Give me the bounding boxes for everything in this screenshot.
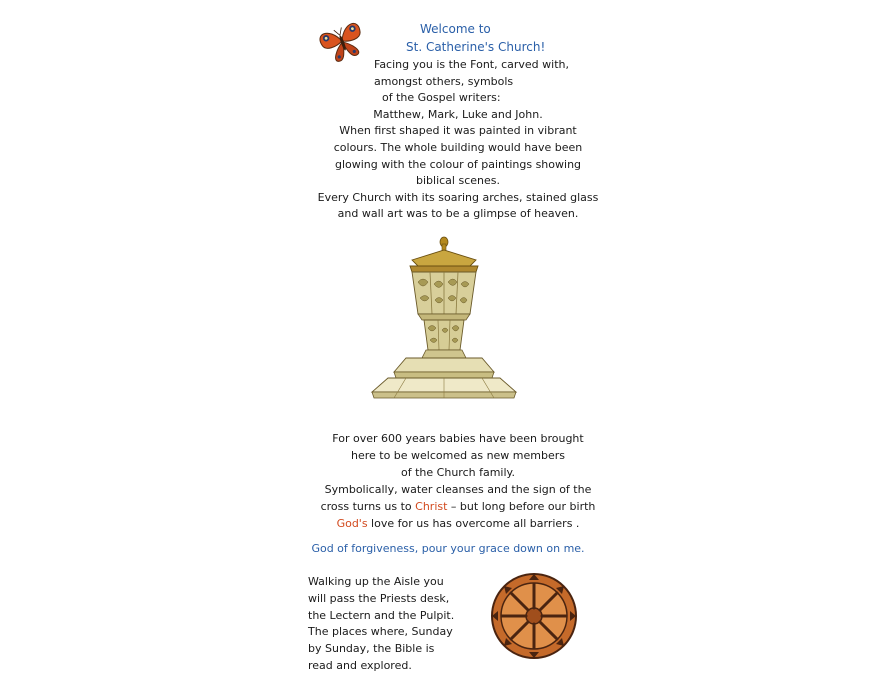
welcome-line-1: Welcome to xyxy=(420,22,491,36)
baptism-line xyxy=(298,515,618,532)
baptism-line xyxy=(298,498,618,515)
baptism-line: here to be welcomed as new members xyxy=(350,449,566,462)
aisle-line: by Sunday, the Bible is xyxy=(308,642,435,656)
baptism-line: of the Church family. xyxy=(401,466,515,479)
prayer-line: God of forgiveness, pour your grace down on me. xyxy=(311,542,585,555)
baptism-paragraph xyxy=(298,430,618,532)
baptism-line: Symbolically, water cleanses and the sign of the xyxy=(324,483,592,496)
aisle-paragraph xyxy=(308,574,478,675)
welcome-heading xyxy=(348,20,568,56)
baptism-text: – but long before our birth xyxy=(447,500,596,513)
aisle-line: Walking up the Aisle you xyxy=(308,575,444,588)
intro-line: of the Gospel writers: xyxy=(382,91,501,105)
baptism-text: love for us has overcome all barriers . xyxy=(367,517,580,530)
baptism-text: cross turns us to xyxy=(320,500,416,513)
aisle-line: read and explored. xyxy=(308,658,412,672)
aisle-line: will pass the Priests desk, xyxy=(308,591,450,605)
christ-highlight: Christ xyxy=(415,500,448,513)
butterfly-icon xyxy=(316,15,368,67)
aisle-line: The places where, Sunday xyxy=(308,625,453,639)
aisle-line: the Lectern and the Pulpit. xyxy=(308,608,455,622)
intro-line: When first shaped it was painted in vibrant xyxy=(339,124,577,138)
baptism-line: For over 600 years babies have been brought xyxy=(332,432,584,445)
intro-paragraph xyxy=(288,57,628,223)
intro-line: biblical scenes. xyxy=(416,174,500,188)
intro-line: and wall art was to be a glimpse of heaven. xyxy=(337,207,579,221)
intro-line: Matthew, Mark, Luke and John. xyxy=(373,107,543,121)
gods-highlight: God's xyxy=(336,517,368,530)
intro-line: glowing with the colour of paintings showing xyxy=(334,157,582,171)
intro-line: Facing you is the Font, carved with, xyxy=(374,58,569,71)
intro-line: Every Church with its soaring arches, stained glass xyxy=(317,190,599,204)
intro-line: colours. The whole building would have been xyxy=(333,140,583,154)
welcome-line-2: St. Catherine's Church! xyxy=(406,40,546,54)
catherine-wheel-icon xyxy=(488,570,580,662)
intro-line: amongst others, symbols xyxy=(374,74,514,88)
baptismal-font-illustration xyxy=(366,222,522,412)
